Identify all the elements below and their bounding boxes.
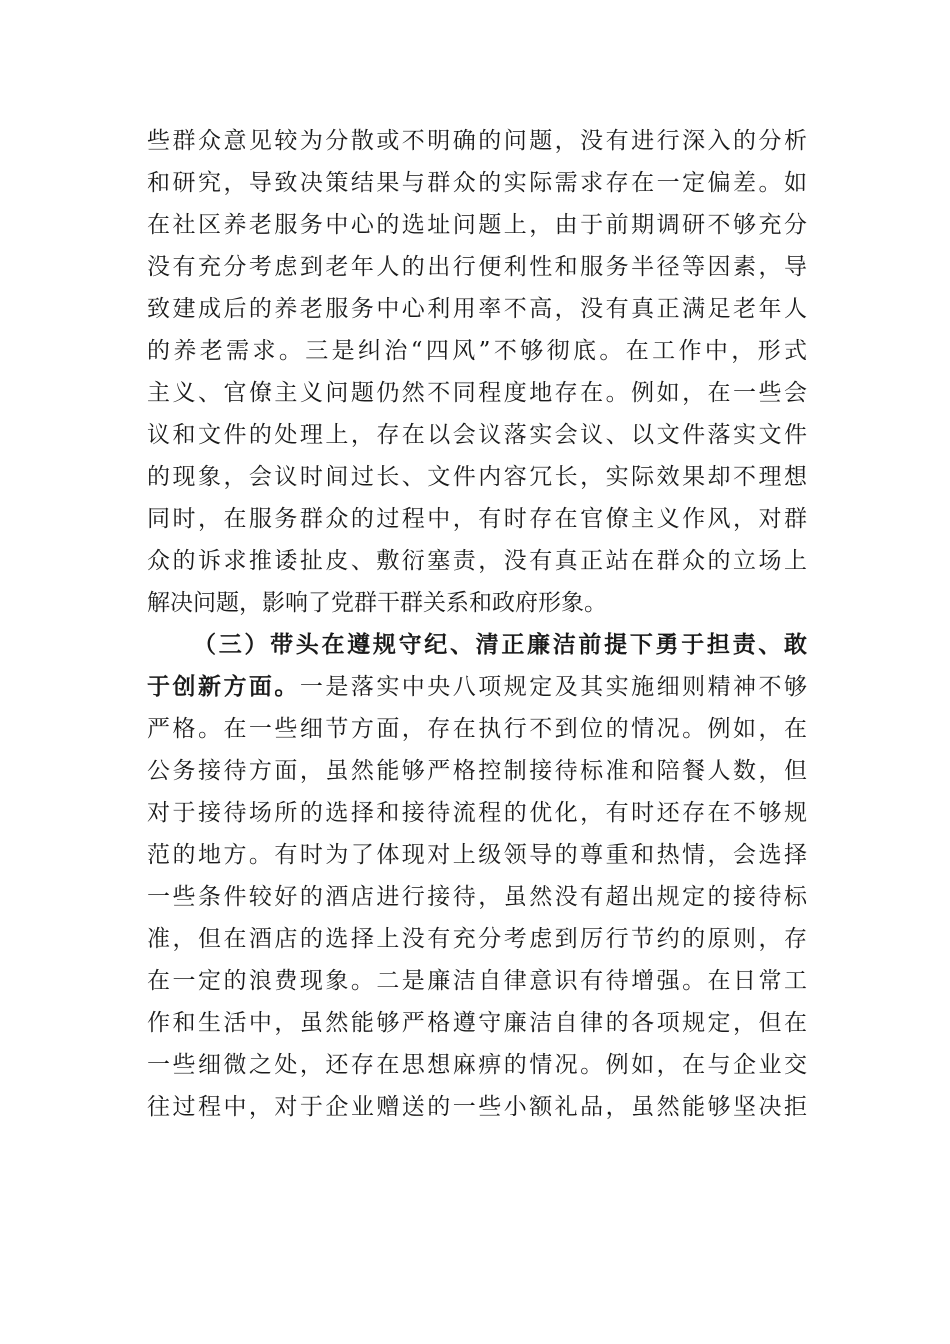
text-segment: 致建成后的养老服务中心利用率不高，没有真正满足老年人: [147, 296, 807, 322]
text-segment: 些群众意见较为分散或不明确的问题，没有进行深入的分析: [147, 128, 807, 154]
text-line: [147, 1002, 807, 1044]
text-segment: 公务接待方面，虽然能够严格控制接待标准和陪餐人数，但: [147, 758, 807, 784]
text-line: [147, 666, 807, 708]
text-line: [147, 708, 807, 750]
text-line: [147, 582, 807, 624]
text-segment: 严格。在一些细节方面，存在执行不到位的情况。例如，在: [147, 716, 807, 742]
text-segment: 作和生活中，虽然能够严格遵守廉洁自律的各项规定，但在: [147, 1010, 807, 1036]
document-body: [147, 120, 807, 1128]
text-line: [147, 498, 807, 540]
text-segment: 对于接待场所的选择和接待流程的优化，有时还存在不够规: [147, 800, 807, 826]
text-segment: 范的地方。有时为了体现对上级领导的尊重和热情，会选择: [147, 842, 807, 868]
text-line: [147, 204, 807, 246]
text-line: [147, 456, 807, 498]
text-segment: 一是落实中央八项规定及其实施细则精神不够: [299, 674, 807, 700]
text-line: [147, 372, 807, 414]
text-line: [147, 750, 807, 792]
text-segment: 议和文件的处理上，存在以会议落实会议、以文件落实文件: [147, 422, 807, 448]
text-line: [147, 1086, 807, 1128]
text-line: [147, 834, 807, 876]
text-line: [147, 288, 807, 330]
text-line: [147, 624, 807, 666]
text-line: [147, 1044, 807, 1086]
text-segment: 一些条件较好的酒店进行接待，虽然没有超出规定的接待标: [147, 884, 807, 910]
text-line: [147, 414, 807, 456]
text-line: [147, 792, 807, 834]
text-segment: 一些细微之处，还存在思想麻痹的情况。例如，在与企业交: [147, 1052, 807, 1078]
text-segment: 在一定的浪费现象。二是廉洁自律意识有待增强。在日常工: [147, 968, 807, 994]
text-line: [147, 162, 807, 204]
text-segment: 同时，在服务群众的过程中，有时存在官僚主义作风，对群: [147, 506, 807, 532]
text-line: [147, 918, 807, 960]
text-segment: 和研究，导致决策结果与群众的实际需求存在一定偏差。如: [147, 170, 807, 196]
text-line: [147, 330, 807, 372]
text-segment: 准，但在酒店的选择上没有充分考虑到厉行节约的原则，存: [147, 926, 807, 952]
text-segment: 解决问题，影响了党群干群关系和政府形象。: [147, 590, 607, 616]
text-segment: 的养老需求。三是纠治“四风”不够彻底。在工作中，形式: [147, 338, 807, 364]
text-segment: 往过程中，对于企业赠送的一些小额礼品，虽然能够坚决拒: [147, 1094, 807, 1120]
text-segment: 众的诉求推诿扯皮、敷衍塞责，没有真正站在群众的立场上: [147, 548, 807, 574]
text-segment: 在社区养老服务中心的选址问题上，由于前期调研不够充分: [147, 212, 807, 238]
text-line: [147, 960, 807, 1002]
text-line: [147, 120, 807, 162]
text-segment: 没有充分考虑到老年人的出行便利性和服务半径等因素，导: [147, 254, 807, 280]
text-line: [147, 876, 807, 918]
text-segment: 主义、官僚主义问题仍然不同程度地存在。例如，在一些会: [147, 380, 807, 406]
bold-text-segment: 于创新方面。: [147, 673, 300, 700]
text-segment: 的现象，会议时间过长、文件内容冗长，实际效果却不理想: [147, 464, 807, 490]
text-line: [147, 540, 807, 582]
text-line: [147, 246, 807, 288]
bold-text-segment: （三）带头在遵规守纪、清正廉洁前提下勇于担责、敢: [193, 631, 807, 658]
